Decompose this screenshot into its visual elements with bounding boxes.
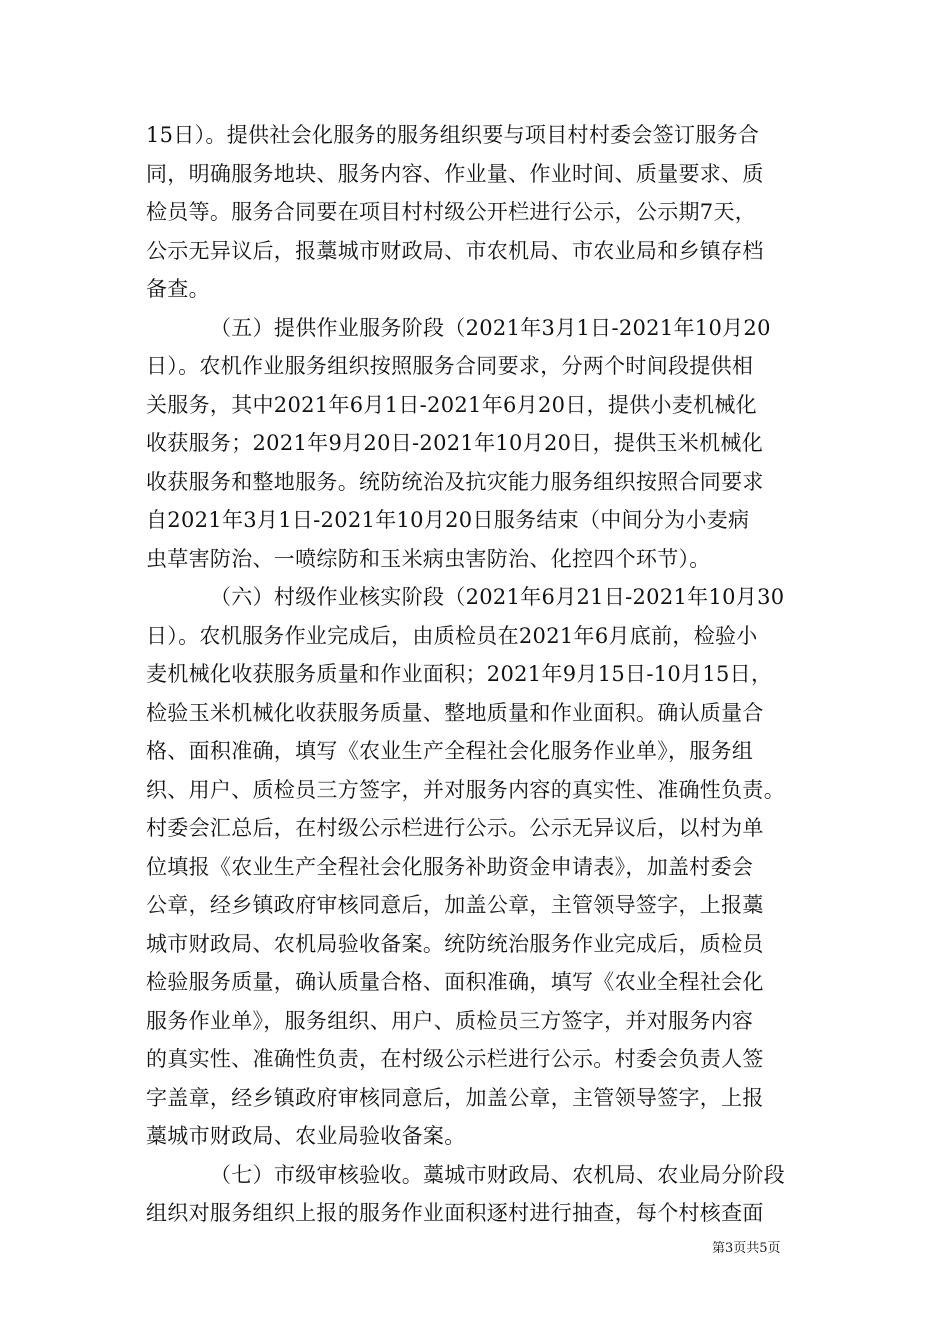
text-line: 15日）。提供社会化服务的服务组织要与项目村村委会签订服务合 xyxy=(146,123,760,147)
text-line: 自2021年3月1日-2021年10月20日服务结束（中间分为小麦病 xyxy=(146,508,750,532)
text-line: 关服务，其中2021年6月1日-2021年6月20日，提供小麦机械化 xyxy=(146,392,757,417)
text-line: 城市财政局、农机局验收备案。统防统治服务作业完成后，质检员 xyxy=(146,931,764,956)
text-line: 检验服务质量，确认质量合格、面积准确，填写《农业全程社会化 xyxy=(146,970,764,994)
text-line: 收获服务和整地服务。统防统治及抗灾能力服务组织按照合同要求 xyxy=(146,469,764,494)
text-line: 同，明确服务地块、服务内容、作业量、作业时间、质量要求、质 xyxy=(146,161,764,186)
body-text xyxy=(146,116,806,1233)
text-line: 检员等。服务合同要在项目村村级公开栏进行公示，公示期7天， xyxy=(146,200,757,224)
text-line: 日）。农机服务作业完成后，由质检员在2021年6月底前，检验小 xyxy=(146,623,758,648)
text-line: 备查。 xyxy=(146,277,210,301)
text-line: 检验玉米机械化收获服务质量、整地质量和作业面积。确认质量合 xyxy=(146,700,764,725)
text-line: 日）。农机作业服务组织按照服务合同要求，分两个时间段提供相 xyxy=(146,354,754,378)
section-heading-line: （七）市级审核验收。藁城市财政局、农机局、农业局分阶段 xyxy=(210,1162,786,1187)
section-heading-line: （五）提供作业服务阶段（2021年3月1日-2021年10月20 xyxy=(210,315,771,340)
text-line: 村委会汇总后，在村级公示栏进行公示。公示无异议后，以村为单 xyxy=(146,816,764,840)
text-line: 公章，经乡镇政府审核同意后，加盖公章，主管领导签字，上报藁 xyxy=(146,893,764,917)
section-heading-line: （六）村级作业核实阶段（2021年6月21日-2021年10月30 xyxy=(210,585,785,609)
text-line: 虫草害防治、一喷综防和玉米病虫害防治、化控四个环节）。 xyxy=(146,546,711,571)
page-number-footer: 第3页共5页 xyxy=(712,1241,781,1256)
text-line: 位填报《农业生产全程社会化服务补助资金申请表》，加盖村委会 xyxy=(146,854,754,879)
text-line: 组织对服务组织上报的服务作业面积逐村进行抽查，每个村核查面 xyxy=(146,1201,764,1225)
text-line: 麦机械化收获服务质量和作业面积；2021年9月15日-10月15日， xyxy=(146,662,773,686)
text-line: 的真实性、准确性负责，在村级公示栏进行公示。村委会负责人签 xyxy=(146,1047,764,1071)
text-line: 字盖章，经乡镇政府审核同意后，加盖公章，主管领导签字，上报 xyxy=(146,1085,764,1110)
text-line: 格、面积准确，填写《农业生产全程社会化服务作业单》，服务组 xyxy=(146,739,754,763)
text-line: 织、用户、质检员三方签字，并对服务内容的真实性、准确性负责。 xyxy=(146,777,785,802)
text-line: 服务作业单》，服务组织、用户、质检员三方签字，并对服务内容 xyxy=(146,1008,754,1033)
text-line: 公示无异议后，报藁城市财政局、市农机局、市农业局和乡镇存档 xyxy=(146,238,764,263)
text-line: 藁城市财政局、农业局验收备案。 xyxy=(146,1124,466,1148)
text-line: 收获服务；2021年9月20日-2021年10月20日，提供玉米机械化 xyxy=(146,431,764,455)
